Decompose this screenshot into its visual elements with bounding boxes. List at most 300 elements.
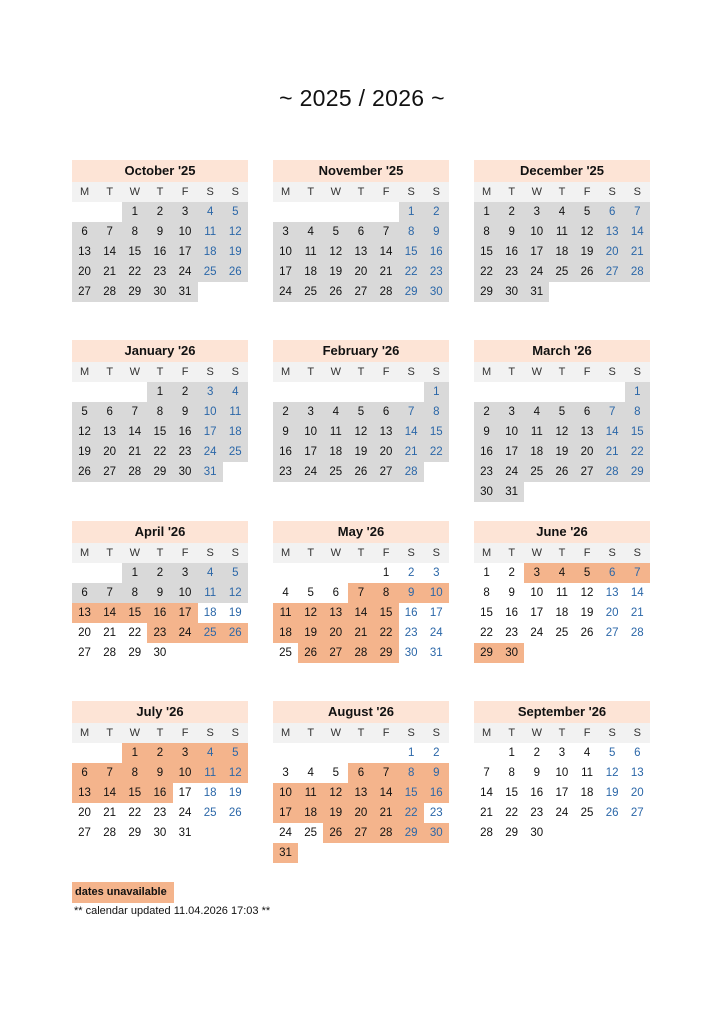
- day-cell[interactable]: 15: [424, 422, 449, 442]
- day-cell[interactable]: 31: [198, 462, 223, 482]
- day-cell[interactable]: 11: [581, 767, 594, 779]
- day-cell[interactable]: 7: [97, 222, 122, 242]
- day-cell[interactable]: 20: [600, 242, 625, 262]
- day-cell[interactable]: 8: [399, 222, 424, 242]
- day-cell[interactable]: 20: [323, 623, 348, 643]
- day-cell[interactable]: 22: [625, 442, 650, 462]
- day-cell[interactable]: 9: [424, 763, 449, 783]
- day-cell[interactable]: 1: [508, 747, 515, 759]
- day-cell[interactable]: 15: [122, 783, 147, 803]
- day-cell[interactable]: 18: [203, 787, 217, 799]
- day-cell[interactable]: 4: [198, 563, 223, 583]
- day-cell[interactable]: 22: [399, 803, 424, 823]
- day-cell[interactable]: 12: [348, 422, 373, 442]
- day-cell[interactable]: 20: [78, 807, 91, 819]
- day-cell[interactable]: 21: [399, 442, 424, 462]
- day-cell[interactable]: 12: [223, 763, 248, 783]
- day-cell[interactable]: 15: [399, 783, 424, 803]
- day-cell[interactable]: 12: [580, 587, 594, 599]
- day-cell[interactable]: 23: [505, 627, 519, 639]
- day-cell[interactable]: 7: [625, 563, 650, 583]
- day-cell[interactable]: 20: [348, 803, 373, 823]
- day-cell[interactable]: 15: [147, 422, 172, 442]
- day-cell[interactable]: 1: [122, 563, 147, 583]
- day-cell[interactable]: 14: [630, 587, 644, 599]
- day-cell[interactable]: 1: [474, 202, 499, 222]
- day-cell[interactable]: 27: [575, 462, 600, 482]
- day-cell[interactable]: 18: [223, 422, 248, 442]
- day-cell[interactable]: 3: [173, 743, 198, 763]
- day-cell[interactable]: 5: [223, 743, 248, 763]
- day-cell[interactable]: 28: [600, 462, 625, 482]
- day-cell[interactable]: 8: [508, 767, 515, 779]
- day-cell[interactable]: 31: [429, 647, 443, 659]
- day-cell[interactable]: 21: [600, 442, 625, 462]
- day-cell[interactable]: 21: [374, 262, 399, 282]
- day-cell[interactable]: 1: [382, 567, 390, 579]
- day-cell[interactable]: 9: [508, 587, 515, 599]
- day-cell[interactable]: 26: [298, 643, 323, 663]
- day-cell[interactable]: 24: [198, 442, 223, 462]
- day-cell[interactable]: 7: [122, 402, 147, 422]
- day-cell[interactable]: 21: [625, 242, 650, 262]
- day-cell[interactable]: 22: [505, 807, 519, 819]
- day-cell[interactable]: 23: [147, 623, 172, 643]
- day-cell[interactable]: 17: [198, 422, 223, 442]
- day-cell[interactable]: 13: [348, 242, 373, 262]
- day-cell[interactable]: 20: [72, 262, 97, 282]
- day-cell[interactable]: 6: [97, 402, 122, 422]
- day-cell[interactable]: 19: [72, 442, 97, 462]
- day-cell[interactable]: 17: [499, 442, 524, 462]
- day-cell[interactable]: 6: [575, 402, 600, 422]
- day-cell[interactable]: 3: [433, 567, 440, 579]
- day-cell[interactable]: 8: [474, 222, 499, 242]
- day-cell[interactable]: 29: [128, 827, 142, 839]
- day-cell[interactable]: 18: [273, 623, 298, 643]
- day-cell[interactable]: 6: [72, 222, 97, 242]
- day-cell[interactable]: 9: [533, 767, 541, 779]
- day-cell[interactable]: 23: [429, 807, 443, 819]
- day-cell[interactable]: 2: [147, 563, 172, 583]
- day-cell[interactable]: 26: [605, 807, 619, 819]
- day-cell[interactable]: 1: [122, 202, 147, 222]
- day-cell[interactable]: 17: [178, 787, 192, 799]
- day-cell[interactable]: 8: [399, 763, 424, 783]
- day-cell[interactable]: 7: [625, 202, 650, 222]
- day-cell[interactable]: 17: [298, 442, 323, 462]
- day-cell[interactable]: 5: [323, 222, 348, 242]
- day-cell[interactable]: 29: [147, 462, 172, 482]
- day-cell[interactable]: 14: [348, 603, 373, 623]
- day-cell[interactable]: 22: [424, 442, 449, 462]
- day-cell[interactable]: 6: [72, 763, 97, 783]
- day-cell[interactable]: 2: [147, 202, 172, 222]
- day-cell[interactable]: 16: [499, 242, 524, 262]
- day-cell[interactable]: 12: [549, 422, 574, 442]
- day-cell[interactable]: 21: [374, 803, 399, 823]
- day-cell[interactable]: 18: [524, 442, 549, 462]
- day-cell[interactable]: 26: [323, 282, 348, 302]
- day-cell[interactable]: 16: [530, 787, 544, 799]
- day-cell[interactable]: 10: [173, 583, 198, 603]
- day-cell[interactable]: 28: [480, 827, 493, 839]
- day-cell[interactable]: 5: [307, 587, 314, 599]
- day-cell[interactable]: 15: [374, 603, 399, 623]
- day-cell[interactable]: 3: [298, 402, 323, 422]
- day-cell[interactable]: 7: [600, 402, 625, 422]
- day-cell[interactable]: 11: [198, 583, 223, 603]
- day-cell[interactable]: 16: [147, 783, 172, 803]
- day-cell[interactable]: 28: [348, 643, 373, 663]
- day-cell[interactable]: 4: [198, 202, 223, 222]
- day-cell[interactable]: 27: [323, 643, 348, 663]
- day-cell[interactable]: 27: [348, 282, 373, 302]
- day-cell[interactable]: 11: [198, 763, 223, 783]
- day-cell[interactable]: 16: [173, 422, 198, 442]
- day-cell[interactable]: 18: [298, 262, 323, 282]
- day-cell[interactable]: 19: [228, 787, 242, 799]
- day-cell[interactable]: 7: [483, 767, 490, 779]
- day-cell[interactable]: 22: [374, 623, 399, 643]
- day-cell[interactable]: 19: [580, 607, 594, 619]
- day-cell[interactable]: 13: [97, 422, 122, 442]
- day-cell[interactable]: 7: [97, 763, 122, 783]
- day-cell[interactable]: 13: [575, 422, 600, 442]
- day-cell[interactable]: 29: [128, 647, 142, 659]
- day-cell[interactable]: 5: [575, 563, 600, 583]
- day-cell[interactable]: 3: [173, 563, 198, 583]
- day-cell[interactable]: 29: [474, 282, 499, 302]
- day-cell[interactable]: 20: [575, 442, 600, 462]
- day-cell[interactable]: 19: [323, 262, 348, 282]
- day-cell[interactable]: 8: [424, 402, 449, 422]
- day-cell[interactable]: 11: [323, 422, 348, 442]
- day-cell[interactable]: 4: [549, 563, 574, 583]
- day-cell[interactable]: 13: [72, 783, 97, 803]
- day-cell[interactable]: 15: [505, 787, 519, 799]
- day-cell[interactable]: 11: [273, 603, 298, 623]
- day-cell[interactable]: 6: [374, 402, 399, 422]
- day-cell[interactable]: 16: [147, 242, 172, 262]
- day-cell[interactable]: 6: [348, 222, 373, 242]
- day-cell[interactable]: 9: [499, 222, 524, 242]
- day-cell[interactable]: 23: [499, 262, 524, 282]
- day-cell[interactable]: 4: [223, 382, 248, 402]
- day-cell[interactable]: 25: [580, 807, 594, 819]
- day-cell[interactable]: 4: [198, 743, 223, 763]
- day-cell[interactable]: 25: [549, 262, 574, 282]
- day-cell[interactable]: 14: [625, 222, 650, 242]
- day-cell[interactable]: 26: [223, 262, 248, 282]
- day-cell[interactable]: 24: [173, 623, 198, 643]
- day-cell[interactable]: 4: [323, 402, 348, 422]
- day-cell[interactable]: 13: [72, 242, 97, 262]
- day-cell[interactable]: 1: [147, 382, 172, 402]
- day-cell[interactable]: 2: [173, 382, 198, 402]
- day-cell[interactable]: 7: [348, 583, 373, 603]
- day-cell[interactable]: 2: [533, 747, 541, 759]
- day-cell[interactable]: 1: [625, 382, 650, 402]
- day-cell[interactable]: 6: [348, 763, 373, 783]
- day-cell[interactable]: 29: [474, 643, 499, 663]
- day-cell[interactable]: 15: [399, 242, 424, 262]
- day-cell[interactable]: 19: [605, 787, 619, 799]
- day-cell[interactable]: 24: [298, 462, 323, 482]
- day-cell[interactable]: 3: [198, 382, 223, 402]
- day-cell[interactable]: 9: [424, 222, 449, 242]
- day-cell[interactable]: 31: [173, 282, 198, 302]
- day-cell[interactable]: 22: [474, 262, 499, 282]
- day-cell[interactable]: 30: [424, 282, 449, 302]
- day-cell[interactable]: 23: [153, 807, 167, 819]
- day-cell[interactable]: 5: [223, 202, 248, 222]
- day-cell[interactable]: 13: [605, 587, 619, 599]
- day-cell[interactable]: 7: [97, 583, 122, 603]
- day-cell[interactable]: 24: [173, 262, 198, 282]
- day-cell[interactable]: 19: [223, 242, 248, 262]
- day-cell[interactable]: 28: [374, 282, 399, 302]
- day-cell[interactable]: 14: [480, 787, 493, 799]
- day-cell[interactable]: 9: [474, 422, 499, 442]
- day-cell[interactable]: 22: [128, 807, 142, 819]
- day-cell[interactable]: 9: [273, 422, 298, 442]
- day-cell[interactable]: 9: [147, 583, 172, 603]
- day-cell[interactable]: 27: [600, 262, 625, 282]
- day-cell[interactable]: 2: [474, 402, 499, 422]
- day-cell[interactable]: 19: [298, 623, 323, 643]
- day-cell[interactable]: 5: [575, 202, 600, 222]
- day-cell[interactable]: 14: [374, 242, 399, 262]
- day-cell[interactable]: 2: [499, 202, 524, 222]
- day-cell[interactable]: 22: [122, 262, 147, 282]
- day-cell[interactable]: 30: [530, 827, 544, 839]
- day-cell[interactable]: 31: [499, 482, 524, 502]
- day-cell[interactable]: 11: [524, 422, 549, 442]
- day-cell[interactable]: 18: [323, 442, 348, 462]
- day-cell[interactable]: 23: [474, 462, 499, 482]
- day-cell[interactable]: 14: [97, 242, 122, 262]
- day-cell[interactable]: 19: [348, 442, 373, 462]
- day-cell[interactable]: 5: [608, 747, 616, 759]
- day-cell[interactable]: 6: [600, 563, 625, 583]
- day-cell[interactable]: 1: [483, 567, 490, 579]
- day-cell[interactable]: 19: [228, 607, 242, 619]
- day-cell[interactable]: 25: [223, 442, 248, 462]
- day-cell[interactable]: 30: [153, 827, 167, 839]
- day-cell[interactable]: 29: [399, 282, 424, 302]
- day-cell[interactable]: 10: [530, 587, 544, 599]
- day-cell[interactable]: 3: [558, 747, 566, 759]
- day-cell[interactable]: 10: [273, 783, 298, 803]
- day-cell[interactable]: 28: [97, 282, 122, 302]
- day-cell[interactable]: 3: [173, 202, 198, 222]
- day-cell[interactable]: 11: [298, 783, 323, 803]
- day-cell[interactable]: 7: [374, 222, 399, 242]
- day-cell[interactable]: 14: [374, 783, 399, 803]
- day-cell[interactable]: 10: [555, 767, 569, 779]
- day-cell[interactable]: 12: [323, 242, 348, 262]
- day-cell[interactable]: 24: [530, 627, 544, 639]
- day-cell[interactable]: 5: [348, 402, 373, 422]
- day-cell[interactable]: 30: [499, 643, 524, 663]
- day-cell[interactable]: 22: [480, 627, 493, 639]
- day-cell[interactable]: 26: [549, 462, 574, 482]
- day-cell[interactable]: 12: [72, 422, 97, 442]
- day-cell[interactable]: 9: [147, 222, 172, 242]
- day-cell[interactable]: 8: [374, 583, 399, 603]
- day-cell[interactable]: 16: [424, 242, 449, 262]
- day-cell[interactable]: 21: [97, 262, 122, 282]
- day-cell[interactable]: 8: [122, 583, 147, 603]
- day-cell[interactable]: 15: [480, 607, 493, 619]
- day-cell[interactable]: 27: [72, 282, 97, 302]
- day-cell[interactable]: 4: [524, 402, 549, 422]
- day-cell[interactable]: 14: [600, 422, 625, 442]
- day-cell[interactable]: 1: [399, 202, 424, 222]
- day-cell[interactable]: 23: [147, 262, 172, 282]
- day-cell[interactable]: 17: [173, 603, 198, 623]
- day-cell[interactable]: 28: [625, 262, 650, 282]
- day-cell[interactable]: 28: [630, 627, 644, 639]
- day-cell[interactable]: 10: [273, 242, 298, 262]
- day-cell[interactable]: 17: [173, 242, 198, 262]
- day-cell[interactable]: 22: [128, 627, 142, 639]
- day-cell[interactable]: 23: [530, 807, 544, 819]
- day-cell[interactable]: 19: [323, 803, 348, 823]
- day-cell[interactable]: 8: [122, 222, 147, 242]
- day-cell[interactable]: 18: [580, 787, 594, 799]
- day-cell[interactable]: 12: [223, 222, 248, 242]
- day-cell[interactable]: 26: [580, 627, 594, 639]
- day-cell[interactable]: 5: [332, 767, 340, 779]
- day-cell[interactable]: 2: [147, 743, 172, 763]
- day-cell[interactable]: 6: [634, 747, 641, 759]
- day-cell[interactable]: 28: [122, 462, 147, 482]
- day-cell[interactable]: 13: [72, 603, 97, 623]
- day-cell[interactable]: 28: [399, 462, 424, 482]
- day-cell[interactable]: 25: [555, 627, 569, 639]
- day-cell[interactable]: 13: [348, 783, 373, 803]
- day-cell[interactable]: 20: [374, 442, 399, 462]
- day-cell[interactable]: 19: [575, 242, 600, 262]
- day-cell[interactable]: 20: [97, 442, 122, 462]
- day-cell[interactable]: 10: [499, 422, 524, 442]
- day-cell[interactable]: 18: [555, 607, 569, 619]
- day-cell[interactable]: 26: [72, 462, 97, 482]
- day-cell[interactable]: 16: [273, 442, 298, 462]
- day-cell[interactable]: 25: [279, 647, 292, 659]
- day-cell[interactable]: 28: [103, 647, 117, 659]
- day-cell[interactable]: 4: [583, 747, 591, 759]
- day-cell[interactable]: 8: [147, 402, 172, 422]
- day-cell[interactable]: 12: [298, 603, 323, 623]
- day-cell[interactable]: 10: [298, 422, 323, 442]
- day-cell[interactable]: 21: [480, 807, 493, 819]
- day-cell[interactable]: 15: [122, 242, 147, 262]
- day-cell[interactable]: 9: [147, 763, 172, 783]
- day-cell[interactable]: 25: [298, 282, 323, 302]
- day-cell[interactable]: 17: [530, 607, 544, 619]
- day-cell[interactable]: 4: [282, 587, 289, 599]
- day-cell[interactable]: 15: [122, 603, 147, 623]
- day-cell[interactable]: 19: [549, 442, 574, 462]
- day-cell[interactable]: 30: [173, 462, 198, 482]
- day-cell[interactable]: 21: [103, 627, 117, 639]
- day-cell[interactable]: 6: [600, 202, 625, 222]
- day-cell[interactable]: 27: [605, 627, 619, 639]
- day-cell[interactable]: 2: [407, 567, 415, 579]
- day-cell[interactable]: 3: [499, 402, 524, 422]
- day-cell[interactable]: 18: [198, 242, 223, 262]
- day-cell[interactable]: 22: [147, 442, 172, 462]
- day-cell[interactable]: 17: [273, 803, 298, 823]
- day-cell[interactable]: 16: [147, 603, 172, 623]
- day-cell[interactable]: 24: [273, 282, 298, 302]
- day-cell[interactable]: 13: [630, 767, 644, 779]
- day-cell[interactable]: 31: [273, 843, 298, 863]
- day-cell[interactable]: 30: [147, 282, 172, 302]
- day-cell[interactable]: 29: [122, 282, 147, 302]
- day-cell[interactable]: 4: [549, 202, 574, 222]
- day-cell[interactable]: 18: [203, 607, 217, 619]
- day-cell[interactable]: 21: [630, 607, 644, 619]
- day-cell[interactable]: 2: [424, 202, 449, 222]
- day-cell[interactable]: 10: [173, 222, 198, 242]
- day-cell[interactable]: 26: [223, 623, 248, 643]
- day-cell[interactable]: 15: [625, 422, 650, 442]
- day-cell[interactable]: 3: [282, 767, 289, 779]
- day-cell[interactable]: 12: [575, 222, 600, 242]
- day-cell[interactable]: 17: [273, 262, 298, 282]
- day-cell[interactable]: 16: [404, 607, 418, 619]
- day-cell[interactable]: 22: [399, 262, 424, 282]
- day-cell[interactable]: 13: [600, 222, 625, 242]
- day-cell[interactable]: 24: [429, 627, 443, 639]
- day-cell[interactable]: 14: [97, 603, 122, 623]
- day-cell[interactable]: 8: [625, 402, 650, 422]
- day-cell[interactable]: 10: [524, 222, 549, 242]
- day-cell[interactable]: 29: [625, 462, 650, 482]
- day-cell[interactable]: 15: [474, 242, 499, 262]
- day-cell[interactable]: 17: [429, 607, 443, 619]
- day-cell[interactable]: 2: [433, 747, 440, 759]
- day-cell[interactable]: 16: [474, 442, 499, 462]
- day-cell[interactable]: 14: [97, 783, 122, 803]
- day-cell[interactable]: 5: [223, 563, 248, 583]
- day-cell[interactable]: 18: [298, 803, 323, 823]
- day-cell[interactable]: 23: [273, 462, 298, 482]
- day-cell[interactable]: 11: [223, 402, 248, 422]
- day-cell[interactable]: 1: [122, 743, 147, 763]
- day-cell[interactable]: 24: [178, 807, 192, 819]
- day-cell[interactable]: 25: [198, 262, 223, 282]
- day-cell[interactable]: 8: [483, 587, 490, 599]
- day-cell[interactable]: 30: [404, 647, 418, 659]
- day-cell[interactable]: 28: [103, 827, 117, 839]
- day-cell[interactable]: 4: [298, 222, 323, 242]
- day-cell[interactable]: 24: [524, 262, 549, 282]
- day-cell[interactable]: 6: [72, 583, 97, 603]
- day-cell[interactable]: 5: [72, 402, 97, 422]
- day-cell[interactable]: 27: [374, 462, 399, 482]
- day-cell[interactable]: 1: [424, 382, 449, 402]
- day-cell[interactable]: 3: [524, 202, 549, 222]
- day-cell[interactable]: 14: [399, 422, 424, 442]
- day-cell[interactable]: 25: [203, 807, 217, 819]
- day-cell[interactable]: 29: [374, 643, 399, 663]
- day-cell[interactable]: 27: [348, 823, 373, 843]
